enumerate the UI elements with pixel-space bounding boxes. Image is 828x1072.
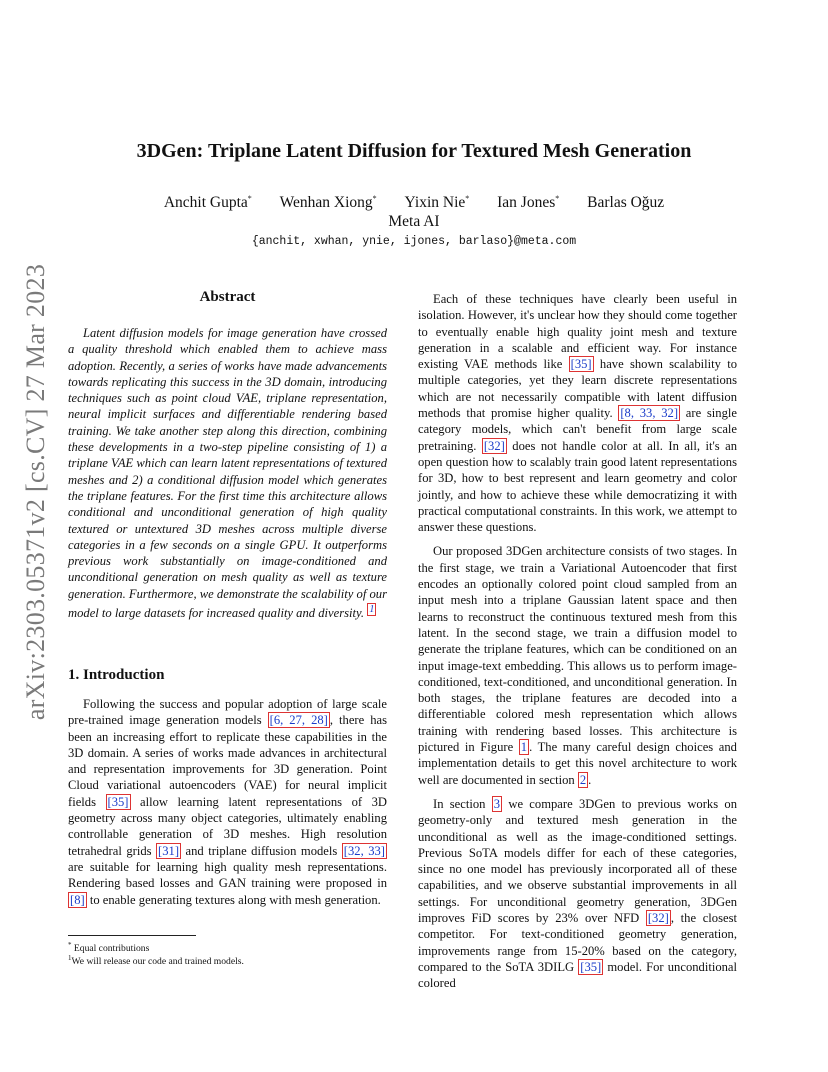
author-emails: {anchit, xwhan, ynie, ijones, barlaso}@meta.com: [251, 235, 577, 248]
citation-link[interactable]: [8, 33, 32]: [620, 406, 679, 421]
paragraph: Our proposed 3DGen architecture consists of two stages. In the first stage, we train a Variational Autoencoder that first encodes an optionally colored point cloud sampled from an input mesh into a triplane Gaussian latent space and then learns to reconstruct the continuous textured mesh from this latent. In the second stage, we train a diffusion model to generate the triplane features, which can be conditioned on an input image-text embedding. This allows us to perform image-conditioned, text-conditioned, and unconditional generation. In both stages, the triplane features are decoded into a differentiable colored mesh representation which allows training with rendering based losses. This architecture is pictured in Figure 1 . The many careful design choices and implementation details to get this novel architecture to work well are documented in section 2 .: [418, 544, 737, 787]
author: Ian Jones*: [497, 194, 560, 212]
intro-heading: 1. Introduction: [68, 667, 165, 683]
citation-link[interactable]: [32, 33]: [343, 843, 385, 858]
paper-title: 3DGen: Triplane Latent Diffusion for Textured Mesh Generation: [136, 140, 692, 162]
abstract-text: Latent diffusion models for image generation have crossed a quality threshold which enabled them to achieve mass adoption. Recently, a series of works have made advancements towards replicating this success in the 3D domain, introducing techniques such as point cloud VAE, triplane representation, neural implicit surfaces and differentiable rendering based training. We take another step along this direction, combining these developments in a two-step pipeline consisting of 1) a triplane VAE which can learn latent representations of textured meshes and 2) a conditional diffusion model which generates the triplane features. For the first time this architecture allows conditional and unconditional generation of high quality textured or untextured 3D meshes across multiple diverse categories in a few seconds on a single GPU. It outperforms previous work substantially on image-conditioned and unconditional generation on mesh quality as well as texture generation. Furthermore, we demonstrate the scalability of our model to large datasets for increased quality and diversity.: [68, 326, 387, 621]
citation-link[interactable]: [35]: [580, 959, 602, 974]
footnote-link[interactable]: 1: [369, 604, 375, 616]
citation-link[interactable]: [32]: [483, 438, 505, 453]
footnote: * Equal contributions: [68, 941, 150, 955]
section-link[interactable]: 2: [579, 772, 587, 787]
abstract-body: [68, 325, 387, 630]
author-list: [0, 194, 828, 212]
author: Barlas Oğuz: [587, 194, 665, 212]
citation-link[interactable]: [35]: [107, 794, 129, 809]
author: Wenhan Xiong*: [279, 194, 377, 212]
citation-link[interactable]: [8]: [70, 892, 85, 907]
footnote-rule: [68, 935, 196, 936]
arxiv-identifier: [14, 263, 58, 721]
author: Yixin Nie*: [404, 194, 470, 212]
citation-link[interactable]: [31]: [158, 843, 180, 858]
citation-link[interactable]: [35]: [570, 357, 592, 372]
intro-body: Following the success and popular adoption of large scale pre-trained image generation models [6, 27, 28] , there has been an increasing effort to replicate these capabilities in the 3D domain. A series of works made advances in architectural and representation improvements for 3D generation. Point Cloud variational autoencoders (VAE) for neural implicit fields [35] allow learning latent representations of 3D geometry across many object categories, ultimately enabling controllable generation of 3D meshes. High resolution tetrahedral grids [31] and triplane diffusion models [32, 33] are suitable for learning high quality mesh representations. Rendering based losses and GAN training were proposed in [8] to enable generating textures along with mesh generation.: [68, 697, 388, 907]
section-link[interactable]: 3: [493, 796, 501, 811]
author: Anchit Gupta*: [163, 194, 252, 212]
arxiv-identifier-text: arXiv:2303.05371v2 [cs.CV] 27 Mar 2023: [21, 263, 50, 721]
abstract-heading: Abstract: [199, 289, 256, 305]
affiliation: Meta AI: [388, 213, 440, 230]
figure-link[interactable]: 1: [520, 740, 528, 755]
right-column: [418, 291, 737, 999]
citation-link[interactable]: [6, 27, 28]: [269, 713, 328, 728]
footnote: $^1$We will release our code and trained models.: [68, 954, 244, 968]
citation-link[interactable]: [32]: [647, 910, 669, 925]
paragraph: Each of these techniques have clearly been useful in isolation. However, it's unclear how they should come together to eventually enable high quality joint mesh and texture generation in a scalable and efficient way. For instance existing VAE methods like [35] have shown scalability to multiple categories, yet they learn discrete representations which are not necessarily compatible with latent diffusion methods that promise higher quality. [8, 33, 32] are single category models, which can't benefit from large scale pretraining. [32] does not handle color at all. In all, it's an open question how to scalably train good latent representations for 3D, how to best represent and learn geometry and color jointly, and how to achieve these while democratizing it with practical computational constraints. In this work, we attempt to answer these questions.: [418, 292, 737, 535]
paragraph: In section 3 we compare 3DGen to previous works on geometry-only and textured mesh generation in the unconditional as well as the image-conditioned settings. Previous SoTA models differ for each of these categories, since no one model has previously incorporated all of these capabilities, and we observe substantial improvements in all settings. For unconditional geometry generation, 3DGen improves FiD scores by 23% over NFD [32] , the closest competitor. For text-conditioned geometry generation, improvements range from 15-20% based on the category, compared to the SoTA 3DILG [35] model. For unconditional colored: [418, 796, 738, 991]
